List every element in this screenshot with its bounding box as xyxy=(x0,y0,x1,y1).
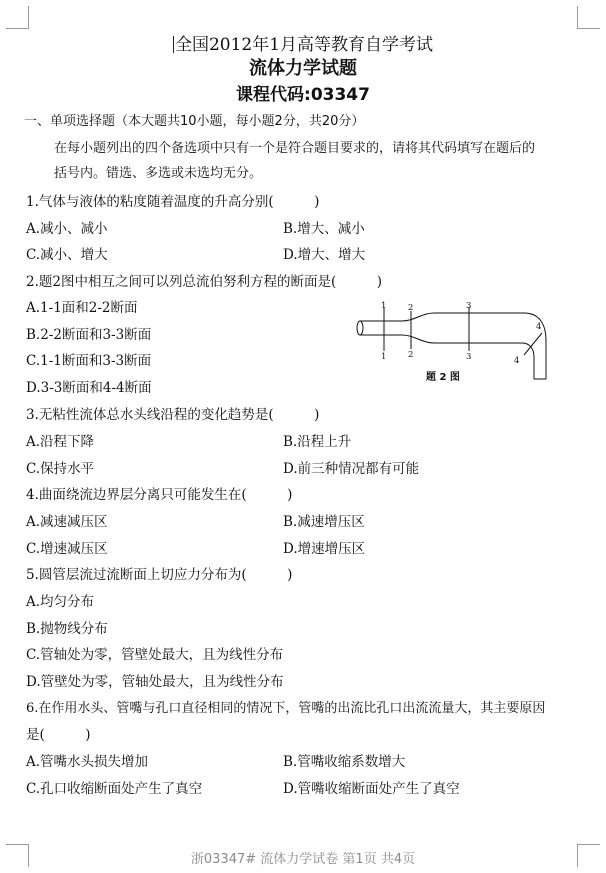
question-6-option-c: C.孔口收缩断面处产生了真空 xyxy=(26,781,203,797)
question-6-stem-line2: 是( ) xyxy=(26,727,91,743)
question-1-option-b: B.增大、减小 xyxy=(283,221,365,237)
question-3-option-a: A.沿程下降 xyxy=(26,434,95,450)
question-5-option-a: A.均匀分布 xyxy=(26,594,95,610)
question-3-option-d: D.前三种情况都有可能 xyxy=(283,461,420,477)
section-heading: 一、单项选择题（本大题共10小题，每小题2分，共20分） xyxy=(24,114,365,129)
question-2-option-d: D.3-3断面和4-4断面 xyxy=(26,380,152,396)
section-instruction-line1: 在每小题列出的四个备选项中只有一个是符合题目要求的，请将其代码填写在题后的 xyxy=(54,141,536,156)
question-3-option-b: B.沿程上升 xyxy=(283,434,352,450)
question-1-option-d: D.增大、增大 xyxy=(283,247,366,263)
page-footer: 浙03347# 流体力学试卷 第1页 共4页 xyxy=(190,852,416,867)
question-3-option-c: C.保持水平 xyxy=(26,461,95,477)
question-1-stem: 1.气体与液体的粘度随着温度的升高分别( ) xyxy=(26,194,320,210)
pipe-inlet-end xyxy=(357,321,363,335)
question-6-option-d: D.管嘴收缩断面处产生了真空 xyxy=(283,781,460,797)
course-code: 课程代码:03347 xyxy=(236,85,370,105)
subject-title: 流体力学试题 xyxy=(249,58,357,79)
question-1-option-c: C.减小、增大 xyxy=(26,247,108,263)
question-5-option-b: B.抛物线分布 xyxy=(26,621,108,637)
section-label-1-top: 1 xyxy=(381,301,387,311)
pipe-upper-wall xyxy=(360,313,546,379)
question-3-stem: 3.无粘性流体总水头线沿程的变化趋势是( ) xyxy=(26,407,320,423)
question-6-option-b: B.管嘴收缩系数增大 xyxy=(283,754,406,770)
text-cursor xyxy=(173,36,174,53)
question-4-option-c: C.增速减压区 xyxy=(26,541,108,557)
crop-mark-top-right xyxy=(577,6,600,29)
question-2-option-b: B.2-2断面和3-3断面 xyxy=(26,327,152,343)
figure-caption: 题 2 图 xyxy=(426,372,460,383)
question-5-stem: 5.圆管层流过流断面上切应力分布为( ) xyxy=(26,567,293,583)
section-label-3-top: 3 xyxy=(466,301,472,311)
question-4-option-b: B.减速增压区 xyxy=(283,514,365,530)
section-label-2-top: 2 xyxy=(408,303,414,313)
question-2-option-a: A.1-1面和2-2断面 xyxy=(26,300,138,316)
section-label-4-top: 4 xyxy=(536,322,542,332)
crop-mark-top-left xyxy=(6,6,29,29)
pipe-diagram-figure xyxy=(352,299,552,389)
section-label-1-bottom: 1 xyxy=(381,352,387,362)
question-5-option-d: D.管壁处为零，管轴处最大，且为线性分布 xyxy=(26,674,284,690)
section-label-3-bottom: 3 xyxy=(466,352,472,362)
question-2-option-c: C.1-1断面和3-3断面 xyxy=(26,353,152,369)
question-6-option-a: A.管嘴水头损失增加 xyxy=(26,754,149,770)
question-1-option-a: A.减小、减小 xyxy=(26,221,108,237)
question-2-stem: 2.题2图中相互之间可以列总流伯努利方程的断面是( ) xyxy=(26,274,383,290)
section-instruction-line2: 括号内。错选、多选或未选均无分。 xyxy=(54,166,263,181)
exam-title xyxy=(0,30,606,55)
question-4-option-d: D.增速增压区 xyxy=(283,541,366,557)
question-5-option-c: C.管轴处为零，管壁处最大，且为线性分布 xyxy=(26,647,284,663)
section-label-4-bottom: 4 xyxy=(514,356,520,366)
question-4-stem: 4.曲面绕流边界层分离只可能发生在( ) xyxy=(26,487,293,503)
exam-title-text: 全国2012年1月高等教育自学考试 xyxy=(174,35,434,55)
question-6-stem-line1: 6.在作用水头、管嘴与孔口直径相同的情况下，管嘴的出流比孔口出流流量大，其主要原因 xyxy=(26,701,546,716)
section-label-2-bottom: 2 xyxy=(408,350,414,360)
question-4-option-a: A.减速减压区 xyxy=(26,514,108,530)
